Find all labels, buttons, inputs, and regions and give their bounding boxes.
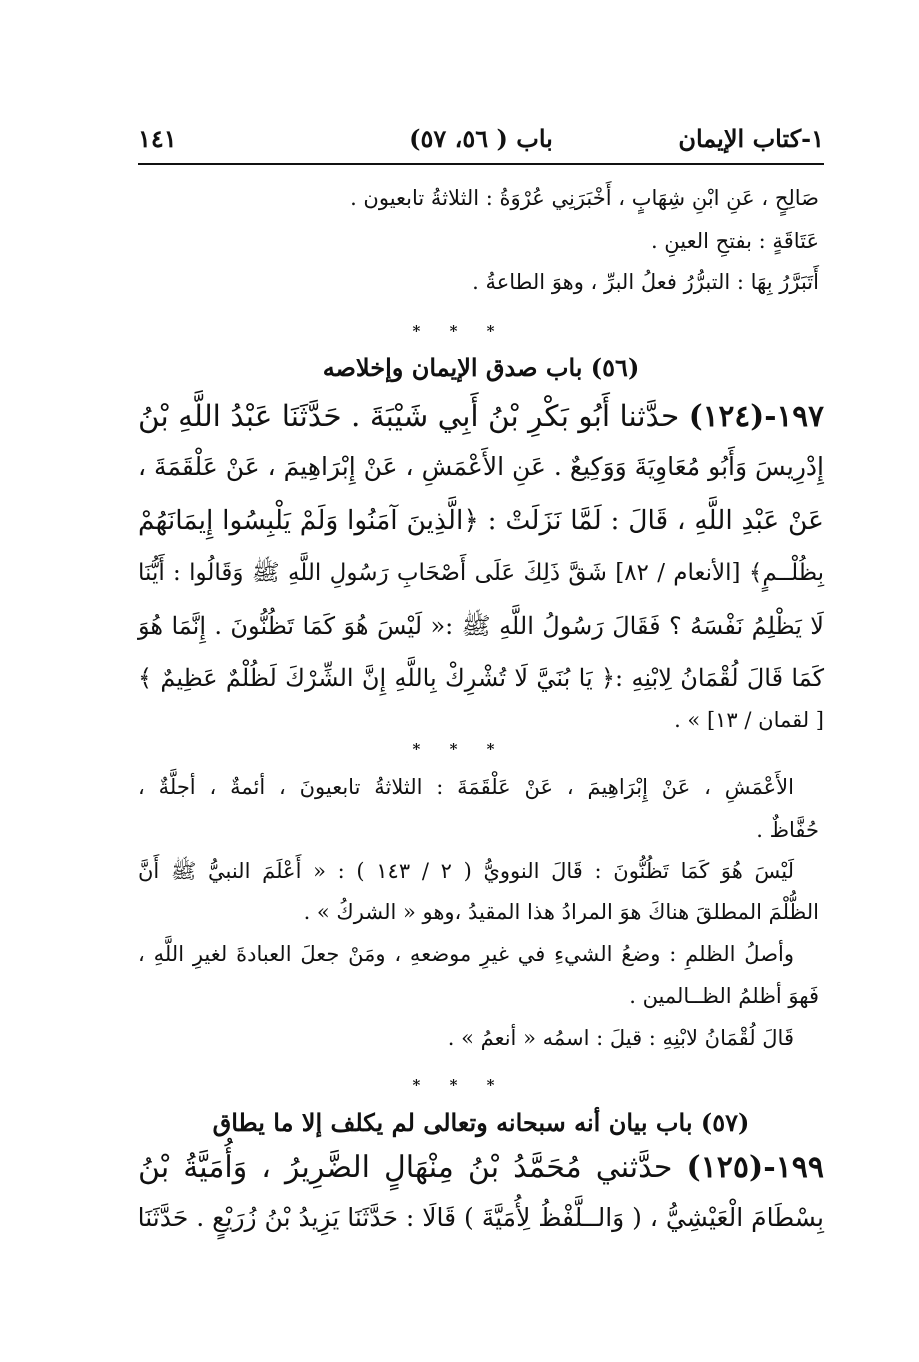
note-line: صَالِحٍ ، عَنِ ابْنِ شِهَابٍ ، أَخْبَرَنِي عُرْوَةُ : الثلاثةُ تابعيون . [350,186,819,210]
hadith-number: ١٩٧-(١٢٤) [688,398,824,433]
hadith-line [138,398,824,433]
note-line: الأَعْمَشِ ، عَنْ إِبْرَاهِيمَ ، عَنْ عَلْقَمَةَ : الثلاثةُ تابعيونَ ، أئمةٌ ، أجلَّةٌ ، [138,775,794,799]
chapter-reference: باب ( ٥٦، ٥٧) [409,124,553,153]
note-line: أَتَبَرَّرُ بِهَا : التبرُّرُ فعلُ البرِّ ، وهوَ الطاعةُ . [472,270,819,294]
section-separator: * * * [412,740,507,758]
hadith-line: كَمَا قَالَ لُقْمَانُ لِابْنِهِ :﴿ يَا بُنَيَّ لَا تُشْرِكْ بِاللَّهِ إِنَّ الشِّرْكَ لَظُلْمٌ عَظِيمٌ ﴾ [138,664,824,692]
note-line: عَتَاقَةٍ : بفتحِ العينِ . [650,229,819,253]
hadith-line [138,1150,824,1185]
note-line: وأصلُ الظلمِ : وضعُ الشيءِ في غيرِ موضعهِ ، ومَنْ جعلَ العبادةَ لغيرِ اللَّهِ ، [138,942,794,966]
section-separator: * * * [412,1076,507,1094]
book-title: ١-كتاب الإيمان [678,124,824,153]
hadith-line: بِظُلْــمٍ﴾ [الأنعام / ٨٢] شَقَّ ذَلِكَ عَلَى أَصْحَابِ رَسُولِ اللَّهِ ﷺ وَقَالُوا : أَيُّنَا [138,560,824,586]
note-line: الظُّلْمَ المطلقَ هناكَ هوَ المرادُ هذا المقيدُ ،وهو « الشركُ » . [303,900,819,924]
page-header [138,120,824,160]
note-line: لَيْسَ هُوَ كَمَا تَظُنُّونَ : قَالَ النوويُّ ( ٢ / ١٤٣ ) : « أَعْلَمَ النبيُّ ﷺ أَنَّ [138,859,795,883]
note-line: فَهوَ أظلمُ الظــالمين . [629,984,819,1008]
header-rule [138,163,824,165]
hadith-line: عَنْ عَبْدِ اللَّهِ ، قَالَ : لَمَّا نَزَلَتْ : ﴿الَّذِينَ آمَنُوا وَلَمْ يَلْبِسُوا إِيمَانَهُمْ [138,505,824,536]
section-separator: * * * [412,322,507,340]
hadith-text: حدَّثنا أَبُو بَكْرِ بْنُ أَبِي شَيْبَةَ . حَدَّثَنَا عَبْدُ اللَّهِ بْنُ [138,399,680,433]
hadith-line: لَا يَظْلِمُ نَفْسَهُ ؟ فَقَالَ رَسُولُ اللَّهِ ﷺ :« لَيْسَ هُوَ كَمَا تَظُنُّونَ . إِنَّمَا هُوَ [138,612,824,640]
hadith-line: بِسْطَامَ الْعَيْشِيُّ ، ( وَالــلَّفْظُ لِأُمَيَّةَ ) قَالَا : حَدَّثَنَا يَزِيدُ بْنُ زُرَيْعٍ . حَدَّثَنَا [137,1203,824,1232]
hadith-line: إِدْرِيسَ وَأَبُو مُعَاوِيَةَ وَوَكِيعٌ . عَنِ الأَعْمَشِ ، عَنْ إِبْرَاهِيمَ ، عَنْ عَلْقَمَةَ ، [138,452,824,481]
note-line: قَالَ لُقْمَانُ لابْنِهِ : قيلَ : اسمُه « أنعمُ » . [447,1026,794,1050]
chapter-heading: (٥٧) باب بيان أنه سبحانه وتعالى لم يكلف إلا ما يطاق [212,1108,750,1137]
hadith-text: حدَّثني مُحَمَّدُ بْنُ مِنْهَالٍ الضَّرِيرُ ، وَأُمَيَّةُ بْنُ [138,1150,673,1185]
note-line: حُفَّاظٌ . [756,818,819,842]
hadith-number: ١٩٩-(١٢٥) [686,1150,824,1185]
page-number: ١٤١ [138,124,177,153]
chapter-heading: (٥٦) باب صدق الإيمان وإخلاصه [322,353,640,382]
quran-citation: [ لقمان / ١٣] » . [674,708,824,732]
